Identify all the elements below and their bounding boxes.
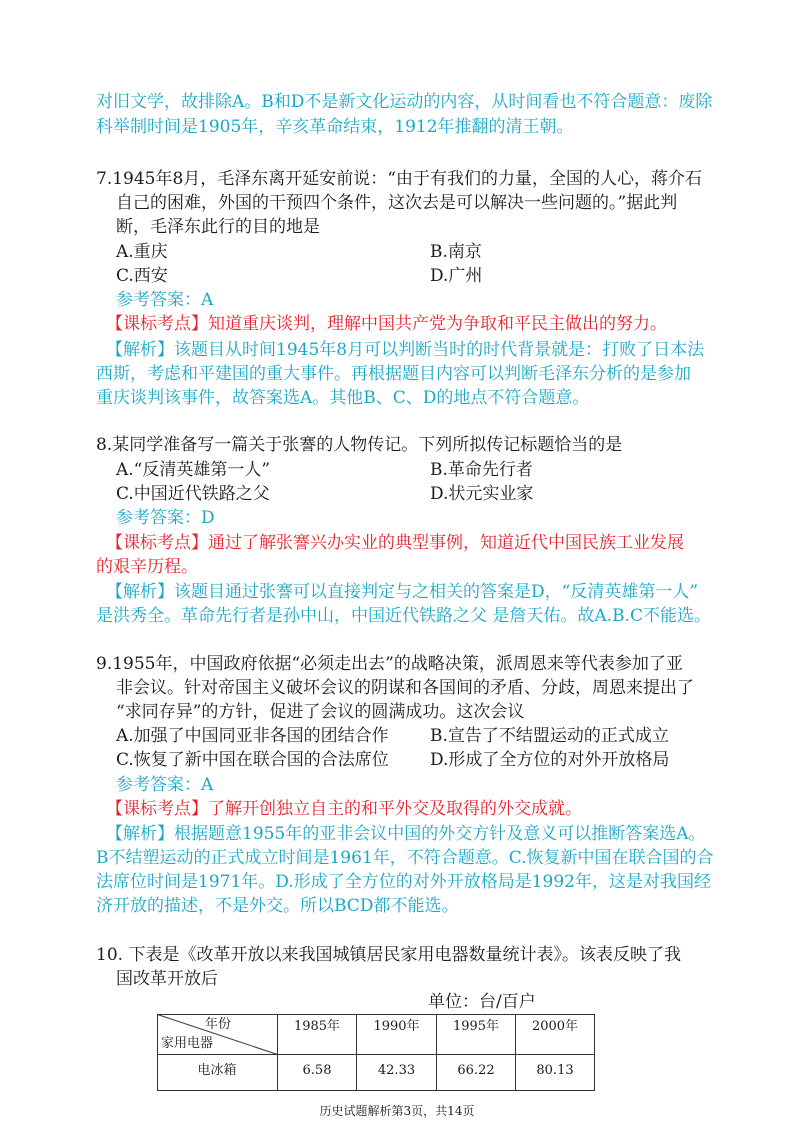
appliance-table xyxy=(157,1014,595,1091)
table-header-year: 1990年 xyxy=(373,1019,420,1034)
q7-answer: 参考答案：A xyxy=(116,290,214,310)
q7-option-b: B.南京 xyxy=(430,242,482,262)
q8-stem-line-1: 8.某同学准备写一篇关于张謇的人物传记。下列所拟传记标题恰当的是 xyxy=(96,435,623,455)
q7-option-a: A.重庆 xyxy=(116,242,168,262)
q9-stem-line-2: 非会议。针对帝国主义破坏会议的阴谋和各国间的矛盾、分歧，周恩来提出了 xyxy=(116,678,694,698)
q8-option-b: B.革命先行者 xyxy=(430,460,533,480)
q7-jiexi-line-2: 西斯，考虑和平建国的重大事件。再根据题目内容可以判断毛泽东分析的是参加 xyxy=(96,364,691,384)
q8-answer: 参考答案：D xyxy=(116,508,215,528)
q7-option-d: D.广州 xyxy=(430,266,483,286)
q7-option-c: C.西安 xyxy=(116,266,168,286)
q7-jiexi-line-1: 【解析】该题目从时间1945年8月可以判断当时的时代背景就是：打败了日本法 xyxy=(106,340,705,360)
q7-stem-line-1: 7.1945年8月，毛泽东离开延安前说：“由于有我们的力量，全国的人心，蒋介石 xyxy=(96,169,702,189)
q9-stem-line-1: 9.1955年，中国政府依据“必须走出去”的战略决策，派周恩来等代表参加了亚 xyxy=(96,654,683,674)
table-cell-value: 80.13 xyxy=(536,1063,574,1078)
table-corner-year: 年份 xyxy=(205,1017,232,1032)
q9-jiexi-line-3: 法席位时间是1971年。D.形成了全方位的对外开放格局是1992年，这是对我国经 xyxy=(96,872,711,892)
table-cell-value: 66.22 xyxy=(457,1063,495,1078)
intro-line-1: 对旧文学，故排除A。B和D不是新文化运动的内容，从时间看也不符合题意：废除 xyxy=(96,92,713,112)
q9-option-c: C.恢复了新中国在联合国的合法席位 xyxy=(116,750,389,770)
q9-jiexi-line-1: 【解析】根据题意1955年的亚非会议中国的外交方针及意义可以推断答案选A。 xyxy=(106,824,706,844)
page-footer: 历史试题解析第3页，共14页 xyxy=(319,1104,475,1118)
q8-jiexi-line-2: 是洪秀全。革命先行者是孙中山，中国近代铁路之父 是詹天佑。故A.B.C不能选。 xyxy=(96,606,711,626)
q7-kaodian: 【课标考点】知道重庆谈判，理解中国共产党为争取和平民主做出的努力。 xyxy=(106,314,667,334)
q9-option-a: A.加强了中国同亚非各国的团结合作 xyxy=(116,726,389,746)
q9-jiexi-line-2: B不结塑运动的正式成立时间是1961年，不符合题意。C.恢复新中国在联合国的合 xyxy=(96,848,714,868)
table-cell-value: 42.33 xyxy=(377,1063,416,1078)
table-header-year: 1995年 xyxy=(452,1019,500,1034)
q10-stem-line-2: 国改革开放后 xyxy=(116,969,218,989)
q9-option-b: B.宣告了不结盟运动的正式成立 xyxy=(430,726,669,746)
q7-stem-line-3: 断，毛泽东此行的目的地是 xyxy=(116,217,320,237)
q7-stem-line-2: 自己的困难，外国的干预四个条件，这次去是可以解决一些问题的。”据此判 xyxy=(116,193,678,213)
q8-option-d: D.状元实业家 xyxy=(430,484,534,504)
table-header-year: 1985年 xyxy=(293,1019,341,1034)
q9-kaodian: 【课标考点】了解开创独立自主的和平外交及取得的外交成就。 xyxy=(106,799,582,819)
q8-kaodian-line-1: 【课标考点】通过了解张謇兴办实业的典型事例，知道近代中国民族工业发展 xyxy=(106,533,684,553)
table-corner-appliance: 家用电器 xyxy=(161,1036,214,1051)
q9-answer: 参考答案：A xyxy=(116,775,214,795)
table-row-label: 电冰箱 xyxy=(197,1063,237,1078)
intro-line-2: 科举制时间是1905年，辛亥革命结束，1912年推翻的清王朝。 xyxy=(96,117,574,137)
q8-jiexi-line-1: 【解析】该题目通过张謇可以直接判定与之相关的答案是D，“反清英雄第一人” xyxy=(106,582,699,602)
table-unit: 单位：台/百户 xyxy=(428,992,536,1012)
q8-kaodian-line-2: 的艰辛历程。 xyxy=(96,557,198,577)
table-cell-value: 6.58 xyxy=(302,1063,332,1078)
q7-jiexi-line-3: 重庆谈判该事件，故答案选A。其他B、C、D的地点不符合题意。 xyxy=(96,388,590,408)
q8-option-a: A.“反清英雄第一人” xyxy=(116,460,271,480)
q8-option-c: C.中国近代铁路之父 xyxy=(116,484,270,504)
q9-stem-line-3: “求同存异”的方针，促进了会议的圆满成功。这次会议 xyxy=(116,702,525,722)
q9-option-d: D.形成了全方位的对外开放格局 xyxy=(430,750,670,770)
table-header-year: 2000年 xyxy=(531,1019,579,1034)
q10-stem-line-1: 10. 下表是《改革开放以来我国城镇居民家用电器数量统计表》。该表反映了我 xyxy=(96,945,681,965)
q9-jiexi-line-4: 济开放的描述，不是外交。所以BCD都不能选。 xyxy=(96,896,459,916)
